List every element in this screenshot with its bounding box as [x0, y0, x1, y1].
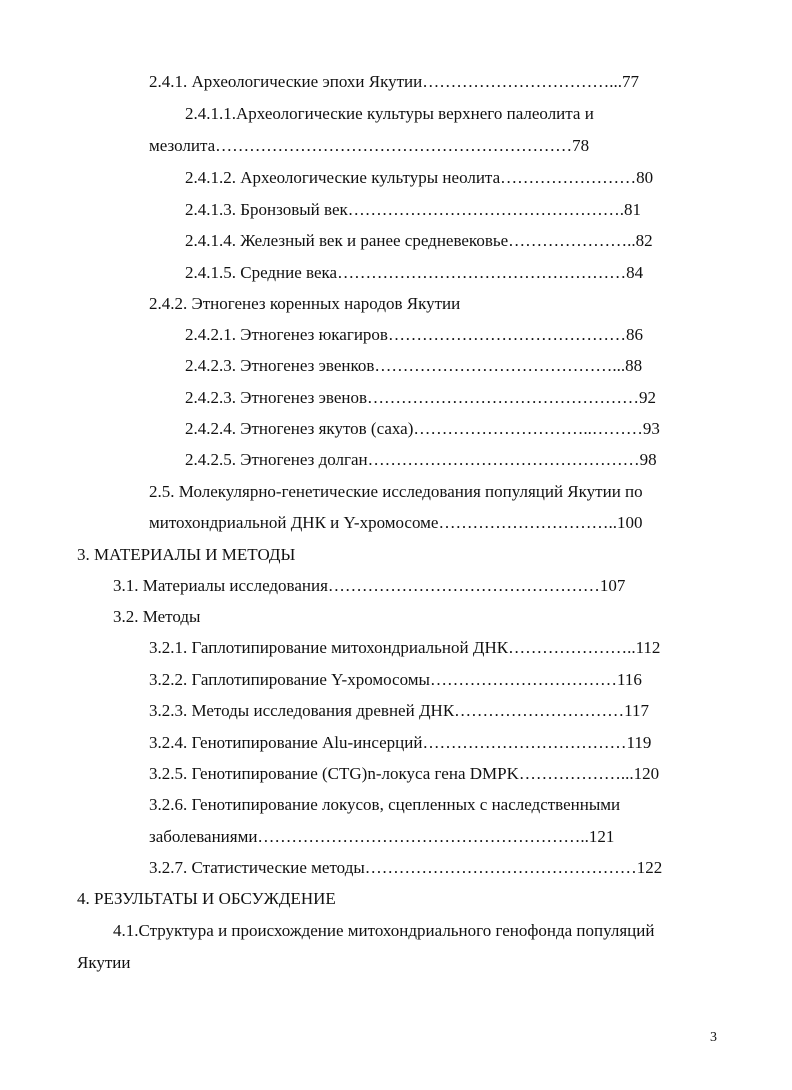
toc-line: 2.4.2.4. Этногенез якутов (саха)…………………………..………93 — [185, 419, 660, 438]
toc-line: митохондриальной ДНК и Y-хромосоме…………………………..100 — [149, 513, 643, 532]
toc-line: 3.2.1. Гаплотипирование митохондриальной ДНК…………………..112 — [149, 638, 661, 657]
toc-line: 3.2.6. Генотипирование локусов, сцепленных с наследственными — [149, 795, 621, 814]
toc-line: 3.2.7. Статистические методы…………………………………………122 — [149, 858, 663, 877]
toc-line: 3.2.2. Гаплотипирование Y-хромосомы……………………………116 — [149, 670, 642, 689]
toc-line: 2.4.1.4. Железный век и ранее средневековье…………………..82 — [185, 231, 653, 250]
toc-line: 3.2.3. Методы исследования древней ДНК…………………………117 — [149, 701, 650, 720]
toc-line: Якутии — [77, 953, 131, 972]
toc-line: заболеваниями…………………………………………………..121 — [149, 827, 615, 846]
toc-line: 2.4.1.1.Археологические культуры верхнего палеолита и — [185, 104, 594, 123]
toc-line: 2.4.1.5. Средние века……………………………………………84 — [185, 263, 644, 282]
toc-line: 3. МАТЕРИАЛЫ И МЕТОДЫ — [77, 545, 296, 564]
toc-line: 3.1. Материалы исследования…………………………………………107 — [113, 576, 626, 595]
toc-line: 2.4.2. Этногенез коренных народов Якутии — [149, 294, 461, 313]
toc-line: 3.2.4. Генотипирование Alu-инсерций………………………………119 — [149, 733, 652, 752]
toc-line: 4.1.Структура и происхождение митохондриального генофонда популяций — [113, 921, 655, 940]
toc-line: 2.4.2.3. Этногенез эвенков……………………………………...88 — [185, 356, 643, 375]
toc-line: мезолита………………………………………………………78 — [149, 136, 590, 155]
toc-line: 2.4.2.3. Этногенез эвенов…………………………………………92 — [185, 388, 657, 407]
toc-line: 2.4.1. Археологические эпохи Якутии……………………………...77 — [149, 72, 639, 91]
toc-line: 2.4.1.3. Бронзовый век………………………………………….81 — [185, 200, 642, 219]
toc-line: 2.4.2.1. Этногенез юкагиров……………………………………86 — [185, 325, 643, 344]
toc-line: 2.4.1.2. Археологические культуры неолита……………………80 — [185, 168, 654, 187]
toc-line: 2.5. Молекулярно-генетические исследования популяций Якутии по — [149, 482, 643, 501]
toc-line: 3.2. Методы — [113, 607, 201, 626]
toc-line: 4. РЕЗУЛЬТАТЫ И ОБСУЖДЕНИЕ — [77, 889, 336, 908]
page-number: 3 — [710, 1030, 717, 1045]
toc-line: 2.4.2.5. Этногенез долган…………………………………………98 — [185, 450, 657, 469]
toc-line: 3.2.5. Генотипирование (CTG)n-локуса гена DMPK………………...120 — [149, 764, 660, 783]
